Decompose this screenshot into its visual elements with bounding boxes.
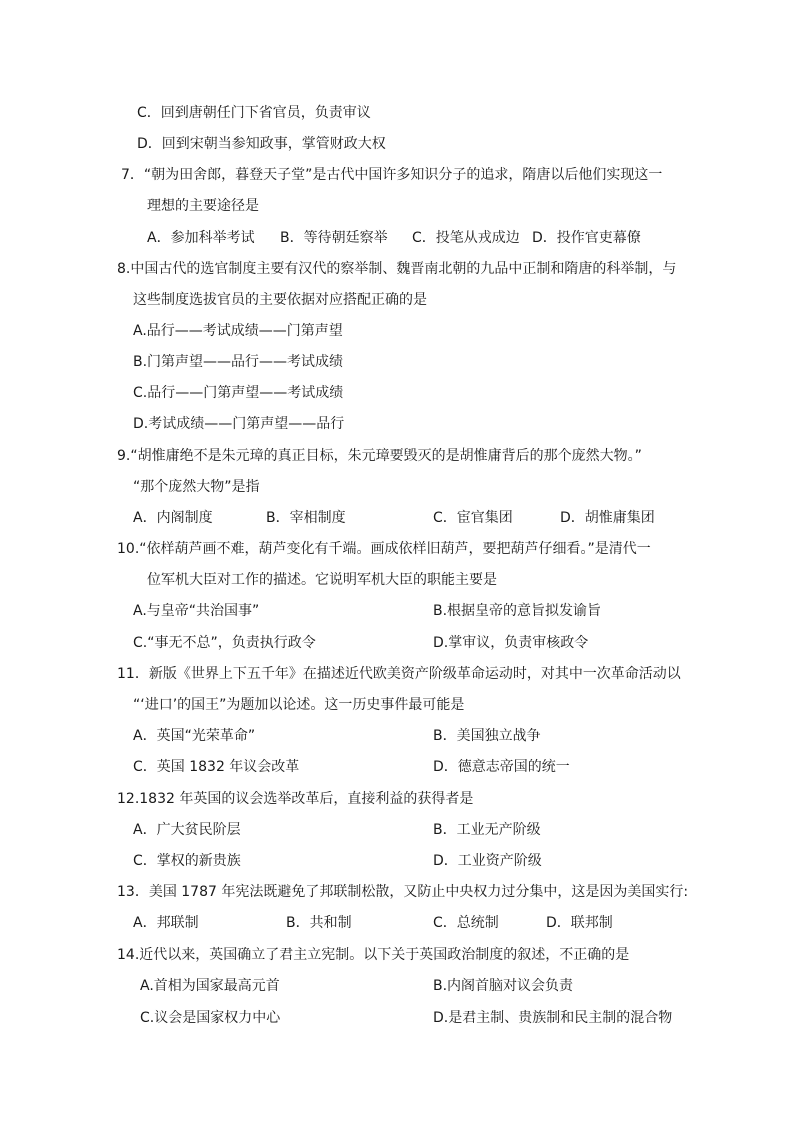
q7-option-d: D．投作官吏幕僚 — [532, 230, 641, 246]
q14-options-row-2 — [0, 1008, 794, 1028]
q9-option-c: C．宦官集团 — [433, 510, 513, 526]
q12-option-b: B．工业无产阶级 — [433, 822, 541, 838]
q14-option-d: D.是君主制、贵族制和民主制的混合物 — [433, 1010, 673, 1026]
q11-stem-line-1: 11．新版《世界上下五千年》在描述近代欧美资产阶级革命运动时，对其中一次革命活动以 — [117, 666, 681, 682]
q9-option-d: D．胡惟庸集团 — [560, 510, 655, 526]
q9-option-a: A．内阁制度 — [133, 510, 213, 526]
q8-stem-line-2: 这些制度选拔官员的主要依据对应搭配正确的是 — [133, 292, 427, 308]
q12-stem-line-1: 12.1832 年英国的议会选举改革后，直接利益的获得者是 — [117, 791, 474, 807]
q10-option-d: D.掌审议，负责审核政令 — [433, 635, 589, 651]
q9-options-row — [0, 508, 794, 528]
q9-stem-line-1: 9.“胡惟庸绝不是朱元璋的真正目标，朱元璋要毁灭的是胡惟庸背后的那个庞然大物。” — [117, 448, 642, 464]
q14-option-a: A.首相为国家最高元首 — [140, 978, 280, 994]
q11-option-d: D．德意志帝国的统一 — [433, 759, 570, 775]
q13-option-b: B．共和制 — [286, 915, 352, 931]
q7-stem-line-1: 7．“朝为田舍郎，暮登天子堂”是古代中国许多知识分子的追求，隋唐以后他们实现这一 — [121, 167, 663, 183]
q9-stem-line-2: “那个庞然大物”是指 — [133, 479, 260, 495]
q14-stem-line-1: 14.近代以来，英国确立了君主立宪制。以下关于英国政治制度的叙述，不正确的是 — [117, 947, 630, 963]
q10-options-row-1 — [0, 601, 794, 621]
q13-options-row — [0, 913, 794, 933]
q8-option-d: D.考试成绩——门第声望——品行 — [133, 416, 345, 432]
q11-option-c: C．英国 1832 年议会改革 — [133, 759, 300, 775]
q7-stem-line-2: 理想的主要途径是 — [147, 198, 259, 214]
q13-option-c: C．总统制 — [433, 915, 499, 931]
q11-options-row-1 — [0, 726, 794, 746]
q8-option-b: B.门第声望——品行——考试成绩 — [133, 354, 344, 370]
q7-options-row — [0, 228, 794, 248]
q9-option-b: B．宰相制度 — [266, 510, 346, 526]
q11-option-b: B．美国独立战争 — [433, 728, 541, 744]
q10-option-b: B.根据皇帝的意旨拟发谕旨 — [433, 603, 602, 619]
q12-option-c: C．掌权的新贵族 — [133, 853, 241, 869]
q12-options-row-1 — [0, 820, 794, 840]
q10-option-c: C.“事无不总”，负责执行政令 — [133, 635, 316, 651]
q8-option-c: C.品行——门第声望——考试成绩 — [133, 385, 344, 401]
q14-option-c: C.议会是国家权力中心 — [140, 1010, 281, 1026]
q7-option-a: A．参加科举考试 — [147, 230, 255, 246]
q12-option-d: D．工业资产阶级 — [433, 853, 542, 869]
q11-options-row-2 — [0, 757, 794, 777]
q10-stem-line-1: 10.“依样葫芦画不难，葫芦变化有千端。画成依样旧葫芦，要把葫芦仔细看。”是清代一 — [117, 541, 651, 557]
q11-stem-line-2: “‘进口’的国王”为题加以论述。这一历史事件最可能是 — [133, 697, 465, 713]
q8-stem-line-1: 8.中国古代的选官制度主要有汉代的察举制、魏晋南北朝的九品中正制和隋唐的科举制，与 — [117, 261, 677, 277]
q13-stem-line-1: 13．美国 1787 年宪法既避免了邦联制松散，又防止中央权力过分集中，这是因为美国实行: — [117, 884, 689, 900]
q6-option-d: D．回到宋朝当参知政事，掌管财政大权 — [137, 136, 386, 152]
q11-option-a: A．英国“光荣革命” — [133, 728, 256, 744]
q8-option-a: A.品行——考试成绩——门第声望 — [133, 323, 343, 339]
q13-option-d: D．联邦制 — [546, 915, 613, 931]
q10-option-a: A.与皇帝“共治国事” — [133, 603, 260, 619]
q7-option-c: C．投笔从戎成边 — [412, 230, 520, 246]
q13-option-a: A．邦联制 — [133, 915, 199, 931]
q12-option-a: A．广大贫民阶层 — [133, 822, 241, 838]
q14-option-b: B.内阁首脑对议会负责 — [433, 978, 574, 994]
q14-options-row-1 — [0, 976, 794, 996]
q6-option-c: C．回到唐朝任门下省官员，负责审议 — [137, 105, 371, 121]
q12-options-row-2 — [0, 851, 794, 871]
q10-stem-line-2: 位军机大臣对工作的描述。它说明军机大臣的职能主要是 — [147, 572, 497, 588]
q7-option-b: B．等待朝廷察举 — [280, 230, 388, 246]
q10-options-row-2 — [0, 633, 794, 653]
